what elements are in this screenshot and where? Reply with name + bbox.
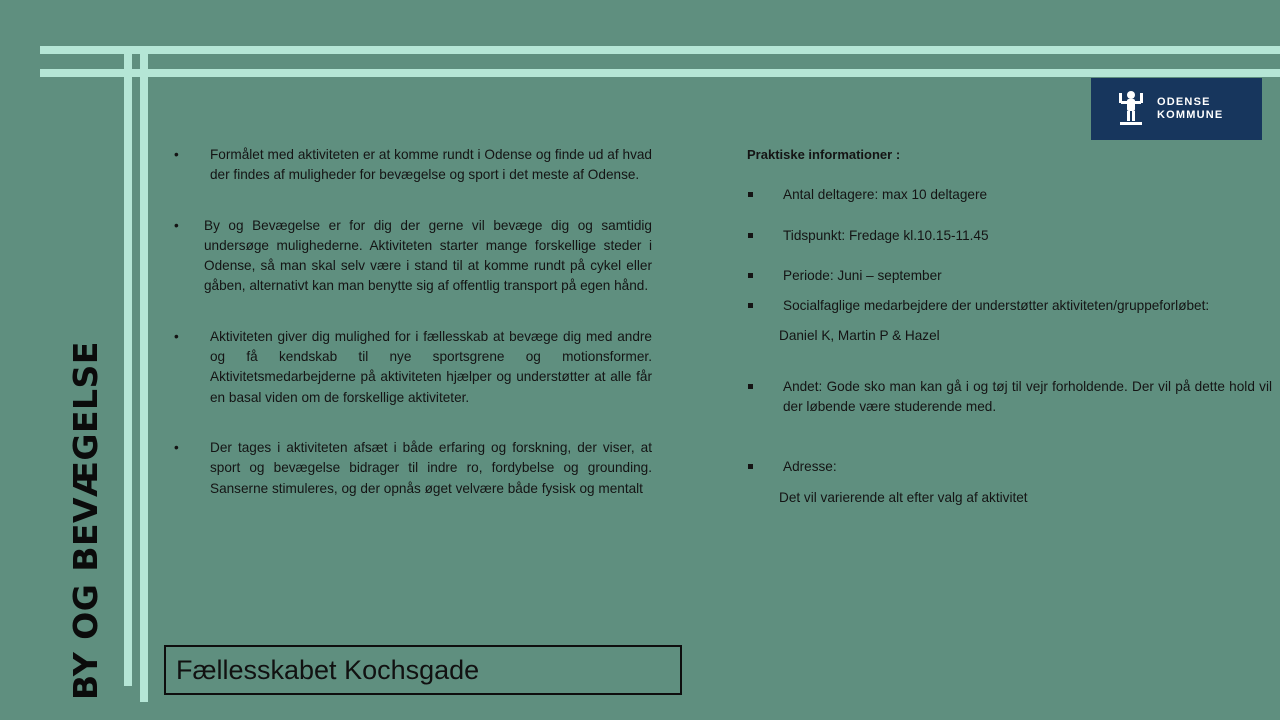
description-bullet: [174, 145, 652, 186]
practical-item-time: [747, 226, 1272, 246]
practical-info-column: [747, 145, 1272, 508]
practical-item-participants: [747, 185, 1272, 205]
footer-title: Fællesskabet Kochsgade: [176, 654, 480, 685]
square-bullet-icon: [748, 464, 753, 469]
practical-item-text: Antal deltagere: max 10 deltagere: [783, 187, 988, 203]
bullet-dot-icon: •: [174, 147, 179, 162]
square-bullet-icon: [748, 384, 753, 389]
decor-line-horizontal-bottom: [40, 69, 1280, 77]
practical-item-text: Periode: Juni – september: [783, 267, 942, 283]
square-bullet-icon: [748, 303, 753, 308]
practical-item-text: Tidspunkt: Fredage kl.10.15-11.45: [783, 227, 989, 243]
bullet-text: Formålet med aktiviteten er at komme rundt i Odense og finde ud af hvad der findes af muligheder for bevægelse og sport i det meste af Odense.: [210, 147, 652, 183]
bullet-dot-icon: •: [174, 439, 179, 455]
bullet-dot-icon: •: [174, 217, 179, 233]
square-bullet-icon: [748, 192, 753, 197]
decor-line-vertical-right: [140, 46, 148, 702]
staff-names: Daniel K, Martin P & Hazel: [779, 328, 940, 344]
practical-item-text: Andet: Gode sko man kan gå i og tøj til vejr forholdende. Der vil på dette hold vil der løbende være studerende med.: [783, 378, 1272, 415]
bullet-dot-icon: •: [174, 328, 179, 344]
practical-item-text: Adresse:: [783, 459, 837, 475]
bullet-text: Der tages i aktiviteten afsæt i både erfaring og forskning, der viser, at sport og bevægelse bidrager til indre ro, fordybelse og grounding. Sanserne stimuleres, og der opnås øget velvære både fysisk og mentalt: [210, 439, 652, 496]
odense-kommune-logo: [1091, 78, 1262, 140]
bullet-text: By og Bevægelse er for dig der gerne vil bevæge dig og samtidig undersøge mulighederne. Aktiviteten starter mange forskellige steder i Odense, så man skal selv være i stand til at komme rundt på cykel eller gåben, alternativt kan man benytte sig af offentlig transport på egen hånd.: [204, 217, 652, 294]
practical-item-period: [747, 266, 1272, 286]
square-bullet-icon: [748, 273, 753, 278]
bullet-text: Aktiviteten giver dig mulighed for i fællesskab at bevæge dig med andre og få kendskab til nye sportsgrene og motionsformer. Aktivitetsmedarbejderne på aktiviteten hjælper og understøtter at alle får en basal viden om de forskellige aktiviteter.: [210, 328, 652, 405]
description-bullet: [174, 438, 652, 499]
description-bullet: [174, 327, 652, 408]
logo-line1: ODENSE: [1157, 96, 1211, 108]
practical-item-text: Socialfaglige medarbejdere der understøtter aktiviteten/gruppeforløbet:: [783, 298, 1210, 314]
description-column: [160, 145, 652, 499]
address-value: Det vil varierende alt efter valg af aktivitet: [779, 489, 1028, 505]
practical-item-other: [747, 377, 1272, 418]
practical-item-address: [747, 457, 1272, 477]
logo-line2: KOMMUNE: [1157, 109, 1224, 121]
practical-item-staff: [747, 296, 1272, 316]
square-bullet-icon: [748, 233, 753, 238]
decor-line-vertical-left: [124, 46, 132, 686]
practical-heading: Praktiske informationer :: [747, 147, 901, 162]
decor-line-horizontal-top: [40, 46, 1280, 54]
side-title: BY OG BEVÆGELSE: [66, 341, 105, 700]
city-coat-of-arms-icon: [1117, 89, 1145, 129]
description-bullet: [174, 216, 652, 297]
footer-title-box: [164, 645, 682, 695]
logo-text: [1157, 96, 1223, 122]
